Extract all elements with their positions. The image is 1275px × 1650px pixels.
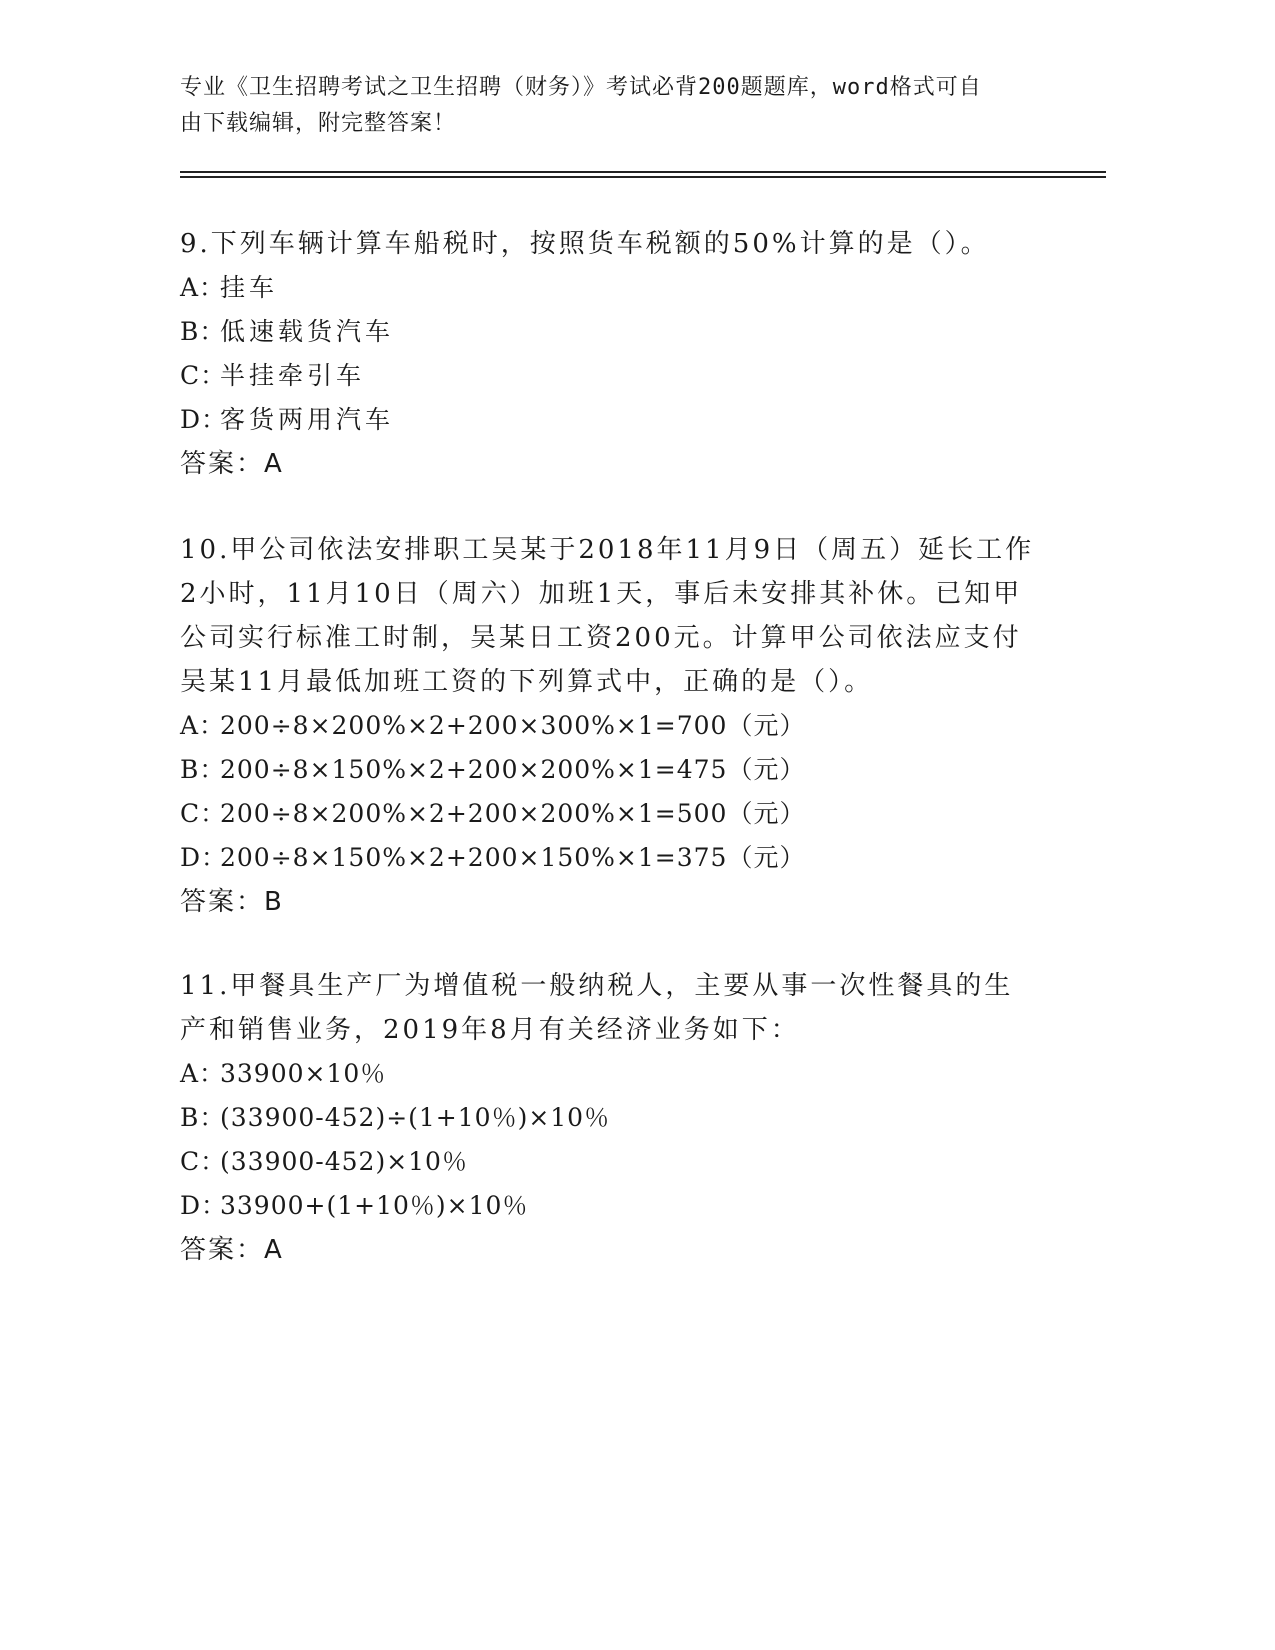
question-10 (180, 528, 1040, 924)
header-divider-bottom (180, 176, 1106, 178)
option-letter: C： (180, 361, 227, 390)
option-text: 挂车 (220, 273, 279, 302)
option-text: 33900+(1+10％)×10％ (220, 1191, 529, 1220)
option-letter: C： (180, 1147, 227, 1176)
option-text: (33900-452)×10％ (220, 1147, 468, 1176)
option-letter: B： (180, 1103, 226, 1132)
option-text: (33900-452)÷(1+10％)×10％ (220, 1103, 611, 1132)
question-stem: 10.甲公司依法安排职工吴某于2018年11月9日（周五）延长工作2小时，11月10日（周六）加班1天，事后未安排其补休。已知甲公司实行标准工时制，吴某日工资200元。计算甲公司依法应支付吴某11月最低加班工资的下列算式中，正确的是（）。 (180, 535, 1035, 697)
document-header (180, 70, 1030, 142)
option-text: 低速载货汽车 (220, 317, 395, 346)
option-b (180, 1096, 1040, 1140)
option-d (180, 1184, 1040, 1228)
option-text: 200÷8×150%×2+200×200%×1=475（元） (220, 755, 806, 784)
option-text: 200÷8×200%×2+200×200%×1=500（元） (220, 799, 806, 828)
option-c (180, 1140, 1040, 1184)
option-letter: C： (180, 799, 227, 828)
option-letter: D： (180, 843, 228, 872)
header-divider-top (180, 171, 1106, 173)
option-text: 200÷8×150%×2+200×150%×1=375（元） (220, 843, 806, 872)
answer-line: 答案：A (180, 449, 284, 479)
header-line-2: 由下载编辑，附完整答案！ (180, 111, 457, 136)
option-text: 200÷8×200%×2+200×300%×1=700（元） (220, 711, 806, 740)
option-c (180, 354, 1040, 398)
option-letter: A： (180, 711, 226, 740)
header-line-1: 专业《卫生招聘考试之卫生招聘（财务）》考试必背200题题库，word格式可自 (180, 75, 982, 100)
option-d (180, 398, 1040, 442)
option-c (180, 792, 1040, 836)
option-text: 33900×10％ (220, 1059, 387, 1088)
option-text: 半挂牵引车 (220, 361, 366, 390)
option-b (180, 310, 1040, 354)
option-a (180, 1052, 1040, 1096)
option-b (180, 748, 1040, 792)
answer-line: 答案：A (180, 1235, 284, 1265)
question-11 (180, 964, 1040, 1272)
question-9 (180, 222, 1040, 486)
option-letter: A： (180, 273, 226, 302)
question-stem: 9.下列车辆计算车船税时，按照货车税额的50%计算的是（）。 (180, 229, 990, 259)
option-a (180, 704, 1040, 748)
option-letter: D： (180, 1191, 228, 1220)
option-d (180, 836, 1040, 880)
option-text: 客货两用汽车 (220, 405, 395, 434)
option-letter: A： (180, 1059, 226, 1088)
option-letter: D： (180, 405, 228, 434)
answer-line: 答案：B (180, 887, 284, 917)
question-stem: 11.甲餐具生产厂为增值税一般纳税人，主要从事一次性餐具的生产和销售业务，2019年8月有关经济业务如下： (180, 971, 1014, 1045)
option-a (180, 266, 1040, 310)
option-letter: B： (180, 755, 226, 784)
option-letter: B： (180, 317, 226, 346)
